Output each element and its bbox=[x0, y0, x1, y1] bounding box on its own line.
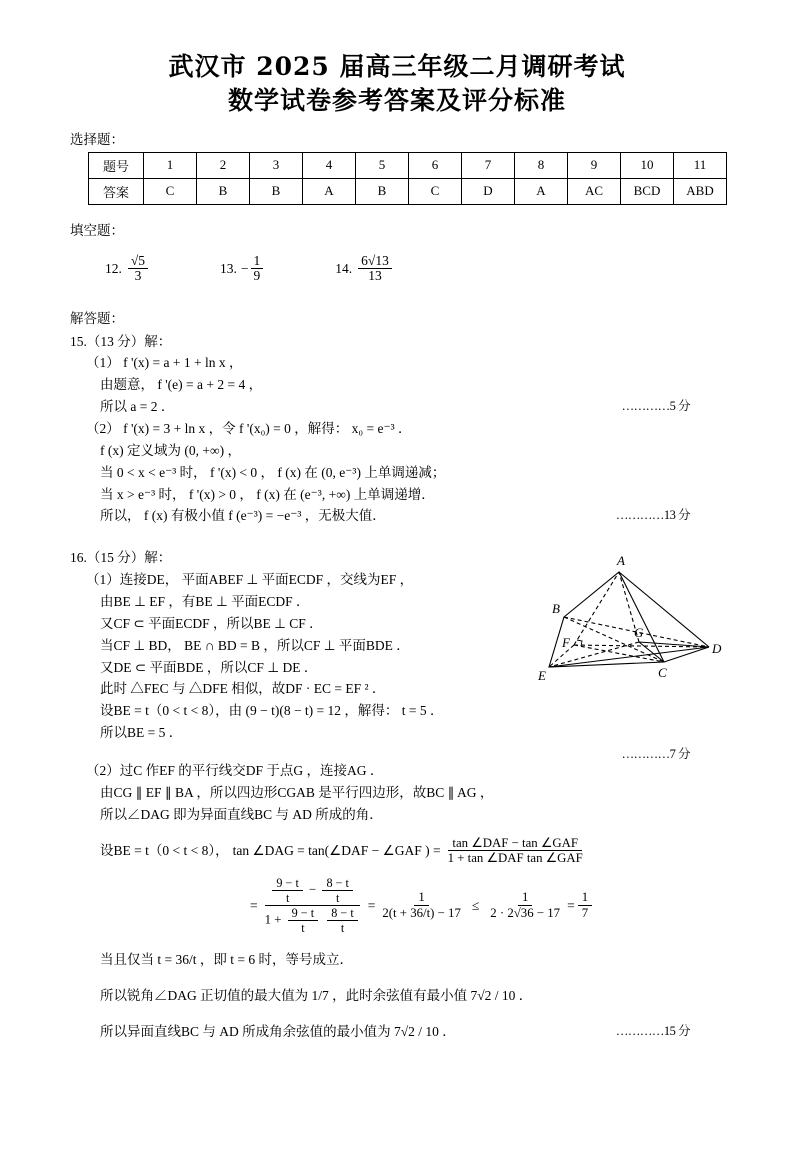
cell-a8: A bbox=[515, 178, 568, 204]
q16-equation-2 bbox=[250, 876, 794, 935]
eq2-mid-den: 2(t + 36/t) − 17 bbox=[382, 906, 461, 921]
eq2-right-fraction bbox=[486, 890, 564, 921]
eq2-f3 bbox=[288, 906, 318, 935]
cell-a4: A bbox=[303, 178, 356, 204]
eq2-mid-num: 1 bbox=[414, 890, 428, 906]
q16-line-7: 设BE = t（0 < t < 8），由 (9 − t)(8 − t) = 12 ，解得： t = 5 ． bbox=[100, 703, 444, 719]
q16-line-1: （1）连接DE， 平面ABEF ⊥ 平面ECDF ，交线为EF ， bbox=[86, 572, 414, 588]
fill-num-12: 12. bbox=[105, 260, 122, 276]
q15-line-1: （1） f '(x) = a + 1 + ln x ， bbox=[86, 355, 243, 371]
q15-line-7: 当 x > e⁻³ 时， f '(x) > 0 ， f (x) 在 (e⁻³, +∞) 上单调递增． bbox=[100, 486, 435, 502]
q15-line-5: f (x) 定义域为 (0, +∞) ， bbox=[100, 442, 241, 458]
fill-13-numerator: 1 bbox=[251, 254, 264, 269]
svg-text:B: B bbox=[552, 601, 560, 617]
eq2-f1-num: 9 − t bbox=[272, 876, 302, 891]
fill-value-12 bbox=[128, 254, 148, 283]
fill-13-sign: − bbox=[240, 260, 249, 276]
eq2-result-fraction bbox=[578, 890, 592, 921]
fill-item-14 bbox=[335, 254, 394, 283]
q16-line-15-wrap bbox=[70, 1021, 690, 1043]
question-15 bbox=[70, 331, 794, 528]
cell-q4: 4 bbox=[303, 152, 356, 178]
eq2-f2-den: t bbox=[336, 891, 340, 906]
fill-value-14 bbox=[358, 254, 392, 283]
cell-q3: 3 bbox=[250, 152, 303, 178]
q15-score-1: …………5 分 bbox=[621, 399, 690, 414]
eq2-compound-fraction bbox=[261, 876, 365, 935]
eq2-equals-3: = bbox=[567, 897, 575, 913]
eq2-result-den: 7 bbox=[581, 906, 589, 921]
fill-num-14: 14. bbox=[335, 260, 353, 276]
q16-l12-denominator: 1 + tan ∠DAF tan ∠GAF bbox=[447, 851, 583, 866]
q15-line-8-wrap bbox=[70, 505, 690, 527]
q16-score-2: …………15 分 bbox=[615, 1023, 690, 1038]
cell-q5: 5 bbox=[356, 152, 409, 178]
q15-line-6: 当 0 < x < e⁻³ 时， f '(x) < 0 ， f (x) 在 (0, e⁻³) 上单调递减； bbox=[100, 464, 446, 480]
q15-heading: 15.（13 分）解： bbox=[70, 333, 172, 349]
q16-line-5: 又DE ⊂ 平面BDE ，所以CF ⊥ DE ． bbox=[100, 659, 318, 675]
q16-line-13: 当且仅当 t = 36/t ，即 t = 6 时，等号成立． bbox=[100, 952, 353, 968]
cell-a2: B bbox=[197, 178, 250, 204]
q16-line-15: 所以异面直线BC 与 AD 所成角余弦值的最小值为 7√2 / 10 ． bbox=[100, 1023, 456, 1039]
eq2-result-num: 1 bbox=[578, 890, 592, 906]
eq2-f2-num: 8 − t bbox=[322, 876, 352, 891]
cell-q9: 9 bbox=[568, 152, 621, 178]
fill-item-12 bbox=[105, 254, 150, 283]
fill-13-denominator: 9 bbox=[253, 268, 261, 283]
q16-l12-eq: tan ∠DAG = tan(∠DAF − ∠GAF ) = bbox=[232, 842, 441, 858]
q16-l12-fraction bbox=[444, 836, 587, 867]
answer-section-label: 解答题： bbox=[70, 310, 124, 326]
q15-line-2: 由题意， f '(e) = a + 2 = 4 ， bbox=[100, 377, 263, 393]
q16-l12-numerator: tan ∠DAF − tan ∠GAF bbox=[448, 836, 582, 852]
cell-a5: B bbox=[356, 178, 409, 204]
fill-section-label: 填空题： bbox=[70, 222, 124, 238]
cell-a1: C bbox=[144, 178, 197, 204]
eq2-f1-den: t bbox=[285, 891, 290, 906]
eq2-one-plus: 1 + bbox=[264, 912, 282, 927]
q16-line-4: 当CF ⊥ BD， BE ∩ BD = B ，所以CF ⊥ 平面BDE ． bbox=[100, 637, 410, 653]
fill-14-numerator: 6√13 bbox=[358, 254, 392, 269]
title-line-2: 数学试卷参考答案及评分标准 bbox=[227, 85, 566, 115]
cell-q6: 6 bbox=[409, 152, 462, 178]
fill-value-13 bbox=[251, 254, 264, 283]
fill-in-answers-row bbox=[105, 247, 794, 291]
cell-a7: D bbox=[462, 178, 515, 204]
document-title bbox=[0, 50, 794, 118]
cell-a9: AC bbox=[568, 178, 621, 204]
q16-line-9: （2）过C 作EF 的平行线交DF 于点G ，连接AG ． bbox=[86, 762, 384, 778]
svg-text:E: E bbox=[538, 668, 546, 684]
q16-line-12 bbox=[100, 836, 794, 867]
eq2-f1 bbox=[272, 876, 302, 905]
table-row-question-numbers bbox=[89, 152, 727, 178]
cell-q1: 1 bbox=[144, 152, 197, 178]
fill-12-numerator: √5 bbox=[128, 254, 148, 269]
eq2-f3-den: t bbox=[301, 921, 305, 936]
eq2-right-num: 1 bbox=[518, 890, 532, 906]
question-16 bbox=[70, 547, 794, 1042]
eq2-f4 bbox=[327, 906, 357, 935]
row-header-answer: 答案 bbox=[89, 178, 144, 204]
svg-text:D: D bbox=[712, 641, 722, 657]
title-line-1: 武汉市 2025 届高三年级二月调研考试 bbox=[168, 52, 626, 81]
cell-a3: B bbox=[250, 178, 303, 204]
q15-line-3-wrap bbox=[70, 396, 690, 418]
svg-text:G: G bbox=[634, 625, 644, 641]
q16-heading: 16.（15 分）解： bbox=[70, 550, 172, 566]
cell-q7: 7 bbox=[462, 152, 515, 178]
cell-q8: 8 bbox=[515, 152, 568, 178]
q16-line-8: 所以BE = 5 ． bbox=[100, 725, 183, 741]
fill-item-13 bbox=[220, 254, 265, 283]
table-row-answers bbox=[89, 178, 727, 204]
eq2-f3-num: 9 − t bbox=[288, 906, 318, 921]
cell-a6: C bbox=[409, 178, 462, 204]
q15-line-4: （2） f '(x) = 3 + ln x ，令 f '(x₀) = 0 ，解得： x₀ = e⁻³ ． bbox=[86, 420, 412, 436]
q16-line-3: 又CF ⊂ 平面ECDF ，所以BE ⊥ CF ． bbox=[100, 615, 323, 631]
fill-num-13: 13. bbox=[220, 260, 237, 276]
eq2-outer-denominator bbox=[261, 906, 365, 935]
q16-line-11: 所以∠DAG 即为异面直线BC 与 AD 所成的角． bbox=[100, 806, 383, 822]
eq2-leq: ≤ bbox=[471, 897, 480, 913]
q16-line-14: 所以锐角∠DAG 正切值的最大值为 1/7 ，此时余弦值有最小值 7√2 / 10 ． bbox=[100, 987, 533, 1003]
q16-score-1-wrap bbox=[70, 744, 690, 760]
fill-14-denominator: 13 bbox=[368, 268, 382, 283]
eq2-right-den: 2 · 2√36 − 17 bbox=[490, 906, 561, 921]
row-header-question: 题号 bbox=[89, 152, 144, 178]
svg-text:A: A bbox=[617, 553, 625, 569]
q16-line-6: 此时 △FEC 与 △DFE 相似，故DF · EC = EF ² ． bbox=[100, 681, 386, 697]
choice-answers-table bbox=[88, 152, 727, 205]
cell-a11: ABD bbox=[674, 178, 727, 204]
q16-line-2: 由BE ⊥ EF ，有BE ⊥ 平面ECDF ． bbox=[100, 593, 310, 609]
q15-line-3: 所以 a = 2 ． bbox=[100, 399, 175, 415]
eq2-equals-1: = bbox=[250, 897, 258, 913]
eq2-f4-den: t bbox=[340, 921, 345, 936]
eq2-mid-fraction bbox=[378, 890, 465, 921]
cell-q11: 11 bbox=[674, 152, 727, 178]
cell-q2: 2 bbox=[197, 152, 250, 178]
cell-a10: BCD bbox=[621, 178, 674, 204]
cell-q10: 10 bbox=[621, 152, 674, 178]
eq2-outer-numerator bbox=[265, 876, 359, 906]
eq2-f2 bbox=[322, 876, 352, 905]
eq2-f4-num: 8 − t bbox=[327, 906, 357, 921]
eq2-minus: − bbox=[309, 882, 317, 897]
choice-section-label: 选择题： bbox=[70, 131, 124, 147]
svg-text:C: C bbox=[658, 665, 667, 681]
q16-score-1: …………7 分 bbox=[621, 746, 690, 761]
q15-line-8: 所以， f (x) 有极小值 f (e⁻³) = −e⁻³ ，无极大值． bbox=[100, 508, 386, 524]
eq2-equals-2: = bbox=[367, 897, 376, 913]
q15-score-2: …………13 分 bbox=[615, 508, 690, 523]
answer-sheet-page bbox=[0, 50, 794, 1173]
q16-l12-pre: 设BE = t（0 < t < 8）， bbox=[100, 842, 229, 858]
q16-line-10: 由CG ∥ EF ∥ BA ，所以四边形CGAB 是平行四边形，故BC ∥ AG ， bbox=[100, 784, 494, 800]
fill-12-denominator: 3 bbox=[134, 268, 142, 283]
svg-text:F: F bbox=[562, 635, 570, 651]
